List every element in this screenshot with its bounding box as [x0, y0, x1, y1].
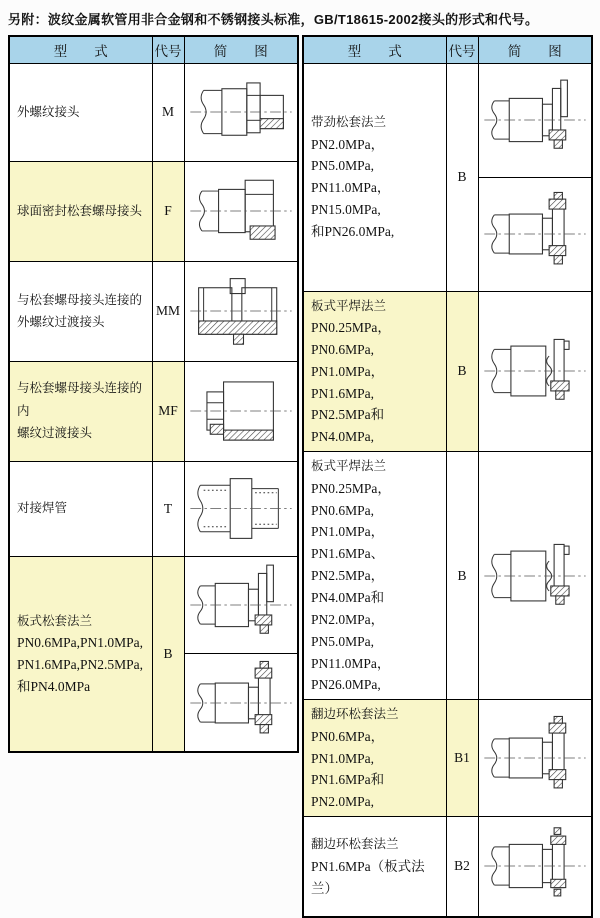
- header-row: [9, 36, 298, 63]
- type-cell: [303, 700, 446, 817]
- flange-cup-schematic-icon: [481, 822, 589, 910]
- diagram-stack: [479, 817, 592, 915]
- table-row: [9, 556, 298, 752]
- diagram-cell: [184, 261, 298, 361]
- diagram-flange-up: [479, 64, 592, 177]
- diagram-stack: [185, 162, 298, 260]
- male-thread-schematic-icon: [187, 69, 295, 155]
- type-cell: [9, 161, 152, 261]
- pressure-spec-line: PN1.6MPa,PN2.5MPa,: [17, 657, 144, 673]
- pressure-spec-line: PN1.0MPa，PN1.6MPa、: [311, 524, 385, 562]
- flange-plain-schematic-icon: [481, 530, 589, 622]
- diagram-stack: [185, 462, 298, 555]
- page-title: 另附：波纹金属软管用非合金钢和不锈钢接头标准，GB/T18615-2002接头的形式和代号。: [8, 12, 539, 27]
- diagram-cell: [184, 361, 298, 461]
- code-cell: M: [152, 63, 184, 161]
- pressure-spec-line: 和PN4.0MPa: [17, 678, 91, 694]
- type-cell: [303, 817, 446, 917]
- pressure-spec-line: PN1.6MPa和PN2.0MPa,: [311, 772, 385, 810]
- column-header-diagram: 简 图: [478, 36, 592, 63]
- flange-plain-schematic-icon: [481, 325, 589, 417]
- code-cell: B1: [446, 700, 478, 817]
- flange-studs-schematic-icon: [481, 188, 589, 280]
- type-cell: [303, 291, 446, 452]
- pressure-spec-line: PN0.25MPa，PN0.6MPa,: [311, 320, 391, 357]
- pressure-spec-line: PN11.0MPa，PN26.0MPa,: [311, 655, 391, 693]
- type-cell: [9, 361, 152, 461]
- pressure-spec-line: PN2.5MPa和PN4.0MPa,: [311, 407, 385, 445]
- flange-up-schematic-icon: [481, 74, 589, 166]
- pressure-spec-line: PN11.0MPa，PN15.0MPa,: [311, 180, 391, 218]
- diagram-stack: [185, 362, 298, 460]
- table-row: [303, 63, 592, 291]
- column-header-type: 型 式: [303, 36, 446, 63]
- fitting-tables-wrap: [8, 35, 595, 918]
- table-row: [9, 261, 298, 361]
- table-row: [303, 700, 592, 817]
- diagram-stack: [479, 64, 592, 290]
- column-header-code: 代号: [152, 36, 184, 63]
- diagram-cell: [184, 63, 298, 161]
- column-header-code: 代号: [446, 36, 478, 63]
- pressure-spec-line: PN0.25MPa，PN0.6MPa,: [311, 480, 391, 518]
- fitting-table-left: [8, 35, 299, 753]
- type-name-line: 与松套螺母接头连接的内: [17, 381, 143, 418]
- column-header-type: 型 式: [9, 36, 152, 63]
- type-cell: [303, 452, 446, 700]
- diagram-flange-studs: [479, 177, 592, 291]
- pressure-spec-line: PN0.6MPa,PN1.0MPa,: [17, 635, 144, 651]
- type-name-line: 板式平焊法兰: [311, 298, 387, 313]
- diagram-cell: [184, 161, 298, 261]
- flange-up-schematic-icon: [187, 562, 295, 648]
- table-row: [303, 817, 592, 917]
- diagram-stack: [185, 262, 298, 360]
- pressure-spec-line: PN0.6MPa，PN1.0MPa,: [311, 728, 385, 766]
- code-cell: B: [446, 63, 478, 291]
- code-cell: B: [152, 556, 184, 752]
- diagram-nipple: [185, 262, 298, 360]
- type-name-line: 与松套螺母接头连接的: [17, 292, 143, 307]
- nipple-schematic-icon: [187, 267, 295, 355]
- pressure-spec-line: PN2.0MPa，PN5.0MPa,: [311, 136, 385, 174]
- diagram-stack: [479, 312, 592, 430]
- code-cell: B2: [446, 817, 478, 917]
- diagram-stack: [185, 64, 298, 160]
- pressure-spec-line: PN2.5MPa，PN4.0MPa和: [311, 568, 385, 605]
- flange-studs-schematic-icon: [481, 712, 589, 804]
- swivel-nut-schematic-icon: [187, 167, 295, 255]
- type-name-line: 外螺纹接头: [17, 104, 80, 119]
- pressure-spec-line: 和PN26.0MPa,: [311, 224, 395, 240]
- type-name-line: 外螺纹过渡接头: [17, 315, 105, 329]
- type-name-line: 球面密封松套螺母接头: [17, 203, 143, 218]
- female-adapter-schematic-icon: [187, 367, 295, 455]
- table-row: [303, 291, 592, 452]
- diagram-flange-studs: [479, 702, 592, 815]
- fitting-table-right: [302, 35, 593, 918]
- code-cell: B: [446, 291, 478, 452]
- type-name-line: 螺纹过渡接头: [17, 426, 93, 441]
- type-cell: [9, 461, 152, 556]
- code-cell: MM: [152, 261, 184, 361]
- butt-weld-schematic-icon: [187, 467, 295, 550]
- table-row: [9, 461, 298, 556]
- pressure-spec-line: PN1.0MPa，PN1.6MPa,: [311, 363, 385, 401]
- table-row: [303, 452, 592, 700]
- diagram-cell: [478, 291, 592, 452]
- type-name-line: 翻边环松套法兰: [311, 707, 399, 722]
- table-row: [9, 161, 298, 261]
- type-cell: [9, 261, 152, 361]
- diagram-stack: [185, 557, 298, 751]
- diagram-cell: [184, 556, 298, 752]
- pressure-spec-line: PN2.0MPa，PN5.0MPa,: [311, 611, 385, 649]
- diagram-swivel-nut: [185, 162, 298, 260]
- diagram-stack: [479, 513, 592, 638]
- code-cell: T: [152, 461, 184, 556]
- diagram-cell: [478, 452, 592, 700]
- diagram-cell: [478, 700, 592, 817]
- diagram-cell: [184, 461, 298, 556]
- diagram-cell: [478, 817, 592, 917]
- table-row: [9, 63, 298, 161]
- type-cell: [303, 63, 446, 291]
- header-row: [303, 36, 592, 63]
- type-name-line: 翻边环松套法兰: [311, 837, 399, 852]
- type-name-line: 带劲松套法兰: [311, 115, 387, 130]
- type-cell: [9, 556, 152, 752]
- diagram-flange-up: [185, 557, 298, 654]
- type-name-line: 对接焊管: [17, 501, 68, 516]
- diagram-butt-weld: [185, 462, 298, 555]
- table-row: [9, 361, 298, 461]
- diagram-flange-studs: [185, 653, 298, 751]
- diagram-stack: [479, 702, 592, 815]
- type-name-line: 板式松套法兰: [17, 613, 93, 628]
- pressure-spec-line: PN1.6MPa（板式法兰）: [311, 858, 425, 896]
- diagram-flange-cup: [479, 817, 592, 915]
- diagram-male-thread: [185, 64, 298, 160]
- diagram-flange-plain: [479, 312, 592, 430]
- flange-studs-schematic-icon: [187, 660, 295, 746]
- column-header-diagram: 简 图: [184, 36, 298, 63]
- code-cell: B: [446, 452, 478, 700]
- diagram-cell: [478, 63, 592, 291]
- diagram-female-adapter: [185, 362, 298, 460]
- code-cell: MF: [152, 361, 184, 461]
- diagram-flange-plain: [479, 513, 592, 638]
- type-cell: [9, 63, 152, 161]
- type-name-line: 板式平焊法兰: [311, 459, 387, 474]
- code-cell: F: [152, 161, 184, 261]
